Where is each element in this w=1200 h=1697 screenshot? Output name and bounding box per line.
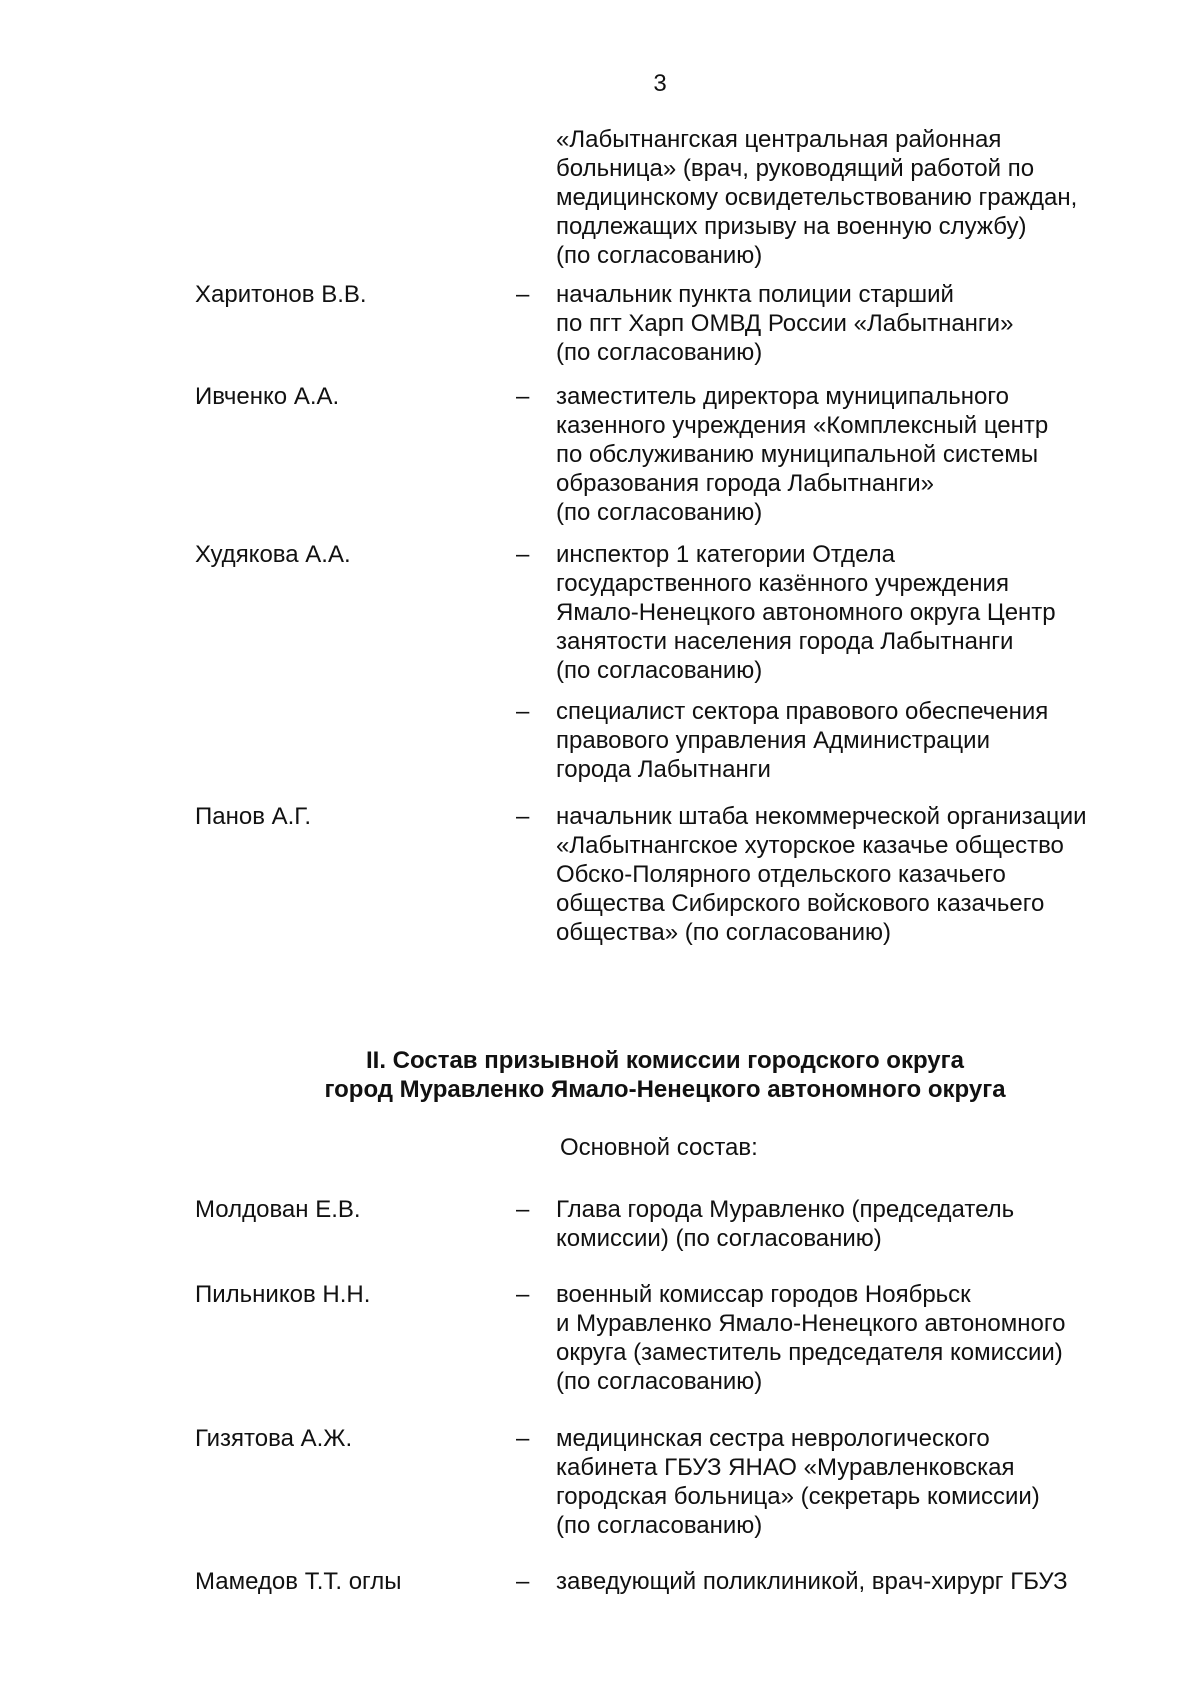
- position-line: (по согласованию): [556, 1368, 763, 1395]
- member-position: [556, 382, 1156, 527]
- member-name: Панов А.Г.: [195, 803, 312, 830]
- member-name: Молдован Е.В.: [195, 1196, 361, 1223]
- member-position: [556, 280, 1156, 367]
- section-heading-line: город Муравленко Ямало-Ненецкого автономного округа: [324, 1076, 1006, 1103]
- position-line: общества Сибирского войскового казачьего: [556, 890, 1045, 917]
- position-line: округа (заместитель председателя комиссии): [556, 1339, 1063, 1366]
- entry-dash: –: [516, 698, 530, 725]
- member-position: [556, 125, 1156, 270]
- entry-dash: –: [516, 541, 530, 568]
- position-line: городская больница» (секретарь комиссии): [556, 1483, 1040, 1510]
- position-line: по обслуживанию муниципальной системы: [556, 441, 1039, 468]
- member-name: Худякова А.А.: [195, 541, 351, 568]
- section-subheading: Основной состав:: [560, 1134, 758, 1161]
- position-line: (по согласованию): [556, 499, 763, 526]
- position-line: Обско-Полярного отдельского казачьего: [556, 861, 1006, 888]
- member-position: [556, 1424, 1156, 1540]
- entry-dash: –: [516, 1568, 530, 1595]
- member-position: [556, 697, 1156, 784]
- member-name: Мамедов Т.Т. оглы: [195, 1568, 402, 1595]
- position-line: (по согласованию): [556, 242, 763, 269]
- member-name: Ивченко А.А.: [195, 383, 340, 410]
- position-line: казенного учреждения «Комплексный центр: [556, 412, 1049, 439]
- position-line: инспектор 1 категории Отдела: [556, 541, 895, 568]
- position-line: (по согласованию): [556, 1512, 763, 1539]
- member-position: [556, 1195, 1156, 1253]
- member-name: Харитонов В.В.: [195, 281, 367, 308]
- position-line: заведующий поликлиникой, врач-хирург ГБУЗ: [556, 1568, 1068, 1595]
- position-line: комиссии) (по согласованию): [556, 1225, 882, 1252]
- position-line: занятости населения города Лабытнанги: [556, 628, 1014, 655]
- position-line: города Лабытнанги: [556, 756, 771, 783]
- position-line: Ямало-Ненецкого автономного округа Центр: [556, 599, 1056, 626]
- entry-dash: –: [516, 383, 530, 410]
- position-line: (по согласованию): [556, 339, 763, 366]
- position-line: Глава города Муравленко (председатель: [556, 1196, 1015, 1223]
- member-position: [556, 1567, 1156, 1596]
- page-number: 3: [653, 70, 667, 97]
- position-line: специалист сектора правового обеспечения: [556, 698, 1049, 725]
- position-line: кабинета ГБУЗ ЯНАО «Муравленковская: [556, 1454, 1015, 1481]
- member-position: [556, 1280, 1156, 1396]
- position-line: и Муравленко Ямало-Ненецкого автономного: [556, 1310, 1066, 1337]
- entry-dash: –: [516, 803, 530, 830]
- position-line: «Лабытнангская центральная районная: [556, 126, 1002, 153]
- position-line: правового управления Администрации: [556, 727, 990, 754]
- position-line: подлежащих призыву на военную службу): [556, 213, 1027, 240]
- entry-dash: –: [516, 1281, 530, 1308]
- member-position: [556, 802, 1156, 947]
- position-line: медицинская сестра неврологического: [556, 1425, 990, 1452]
- position-line: (по согласованию): [556, 657, 763, 684]
- member-position: [556, 540, 1156, 685]
- position-line: государственного казённого учреждения: [556, 570, 1009, 597]
- entry-dash: –: [516, 281, 530, 308]
- member-name: Гизятова А.Ж.: [195, 1425, 353, 1452]
- entry-dash: –: [516, 1425, 530, 1452]
- position-line: начальник штаба некоммерческой организации: [556, 803, 1087, 830]
- position-line: заместитель директора муниципального: [556, 383, 1009, 410]
- position-line: начальник пункта полиции старший: [556, 281, 954, 308]
- position-line: больница» (врач, руководящий работой по: [556, 155, 1035, 182]
- member-name: Пильников Н.Н.: [195, 1281, 371, 1308]
- position-line: «Лабытнангское хуторское казачье общество: [556, 832, 1064, 859]
- position-line: образования города Лабытнанги»: [556, 470, 934, 497]
- section-heading: [0, 1046, 1200, 1104]
- position-line: военный комиссар городов Ноябрьск: [556, 1281, 971, 1308]
- section-heading-line: II. Состав призывной комиссии городского округа: [366, 1047, 964, 1074]
- position-line: медицинскому освидетельствованию граждан,: [556, 184, 1078, 211]
- entry-dash: –: [516, 1196, 530, 1223]
- position-line: общества» (по согласованию): [556, 919, 892, 946]
- position-line: по пгт Харп ОМВД России «Лабытнанги»: [556, 310, 1014, 337]
